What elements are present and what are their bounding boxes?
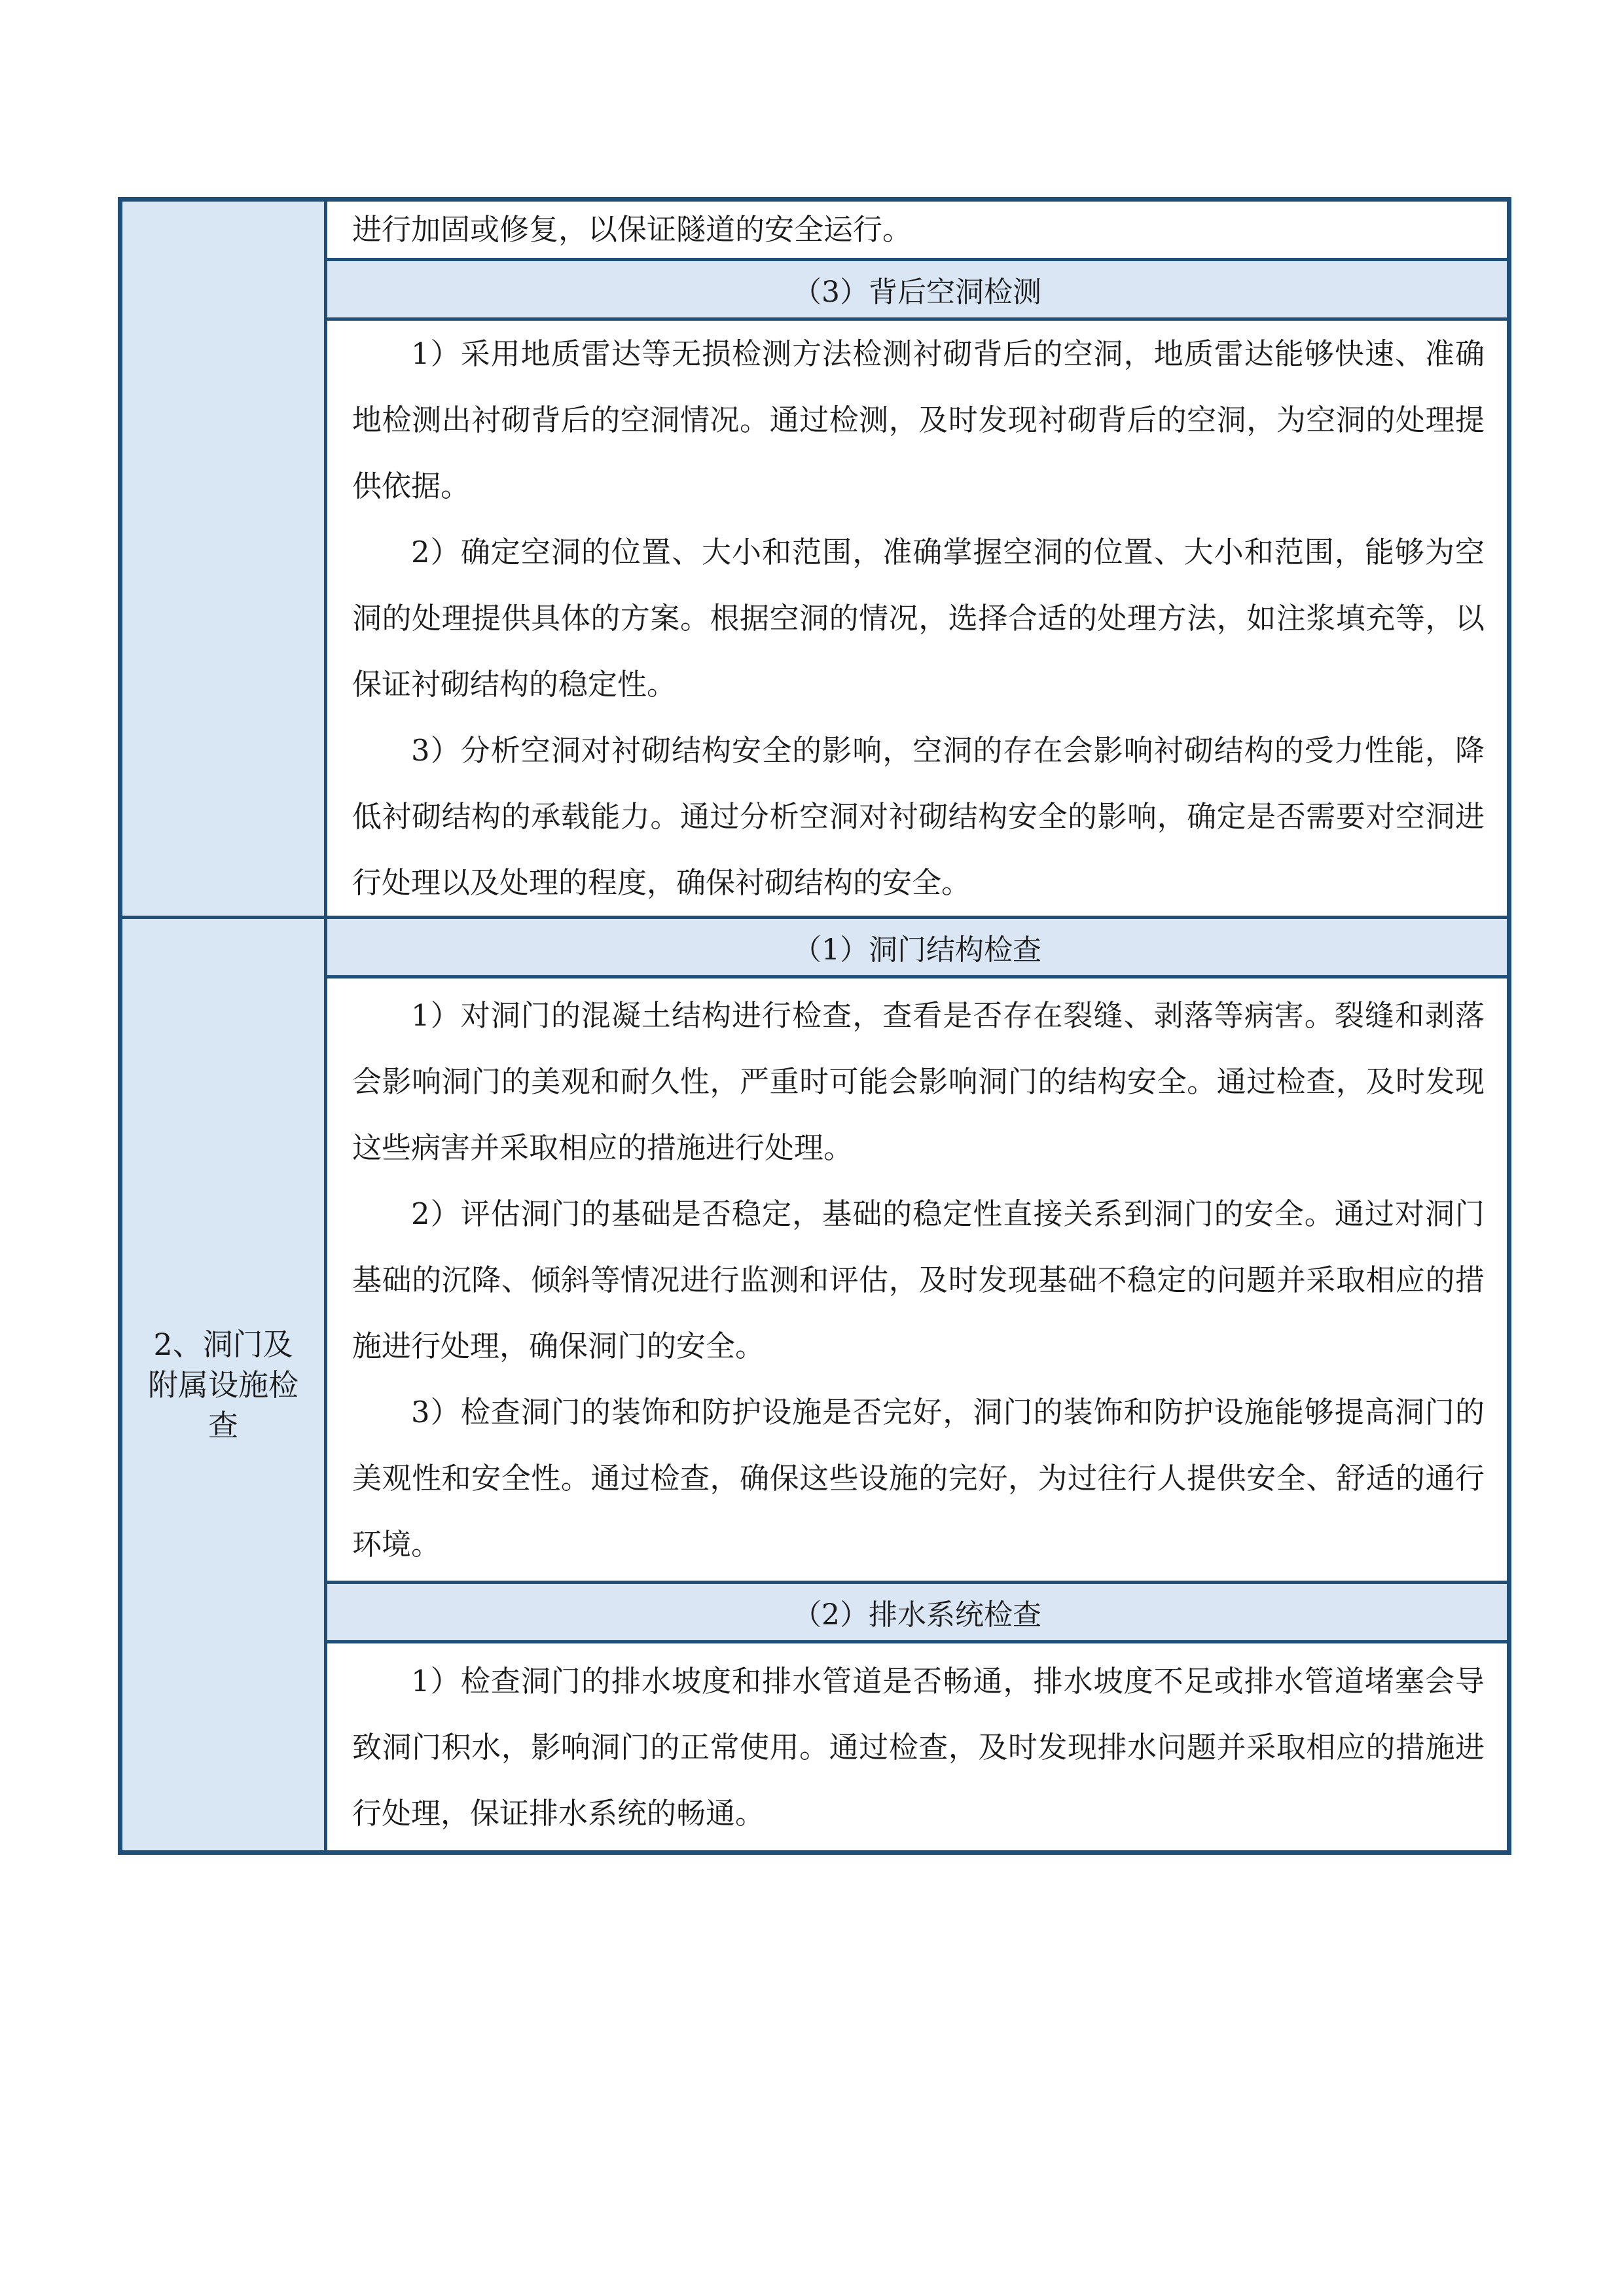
inspection-table [118,197,1511,1855]
category-cell [120,918,326,1853]
table-row [120,319,1509,918]
paragraph: 3）检查洞门的装饰和防护设施是否完好，洞门的装饰和防护设施能够提高洞门的美观性和安全性。通过检查，确保这些设施的完好，为过往行人提供安全、舒适的通行环境。 [352,1394,1485,1562]
subsection-heading: （3）背后空洞检测 [326,260,1509,319]
category-cell [120,200,326,918]
continuation-cell [326,200,1509,260]
subsection-body [326,977,1509,1583]
table-row [120,977,1509,1583]
table-row [120,918,1509,977]
subsection-body [326,1642,1509,1853]
paragraph: 1）对洞门的混凝土结构进行检查，查看是否存在裂缝、剥落等病害。裂缝和剥落会影响洞门的美观和耐久性，严重时可能会影响洞门的结构安全。通过检查，及时发现这些病害并采取相应的措施进行处理。 [352,997,1485,1165]
paragraph: 1）检查洞门的排水坡度和排水管道是否畅通，排水坡度不足或排水管道堵塞会导致洞门积水，影响洞门的正常使用。通过检查，及时发现排水问题并采取相应的措施进行处理，保证排水系统的畅通。 [352,1663,1485,1831]
paragraph: 进行加固或修复，以保证隧道的安全运行。 [352,212,912,247]
subsection-body [326,319,1509,918]
subsection-heading: （2）排水系统检查 [326,1583,1509,1642]
paragraph: 2）确定空洞的位置、大小和范围，准确掌握空洞的位置、大小和范围，能够为空洞的处理提供具体的方案。根据空洞的情况，选择合适的处理方法，如注浆填充等，以保证衬砌结构的稳定性。 [352,535,1485,702]
table-row [120,260,1509,319]
table-row [120,1642,1509,1853]
table-row [120,1583,1509,1642]
category-label: 2、洞门及附属设施检查 [148,1326,298,1443]
paragraph: 3）分析空洞对衬砌结构安全的影响，空洞的存在会影响衬砌结构的受力性能，降低衬砌结构的承载能力。通过分析空洞对衬砌结构安全的影响，确定是否需要对空洞进行处理以及处理的程度，确保衬砌结构的安全。 [352,733,1485,900]
subsection-heading: （1）洞门结构检查 [326,918,1509,977]
paragraph: 2）评估洞门的基础是否稳定，基础的稳定性直接关系到洞门的安全。通过对洞门基础的沉降、倾斜等情况进行监测和评估，及时发现基础不稳定的问题并采取相应的措施进行处理，确保洞门的安全。 [352,1196,1485,1363]
table-row [120,200,1509,260]
paragraph: 1）采用地质雷达等无损检测方法检测衬砌背后的空洞，地质雷达能够快速、准确地检测出衬砌背后的空洞情况。通过检测，及时发现衬砌背后的空洞，为空洞的处理提供依据。 [352,336,1485,503]
